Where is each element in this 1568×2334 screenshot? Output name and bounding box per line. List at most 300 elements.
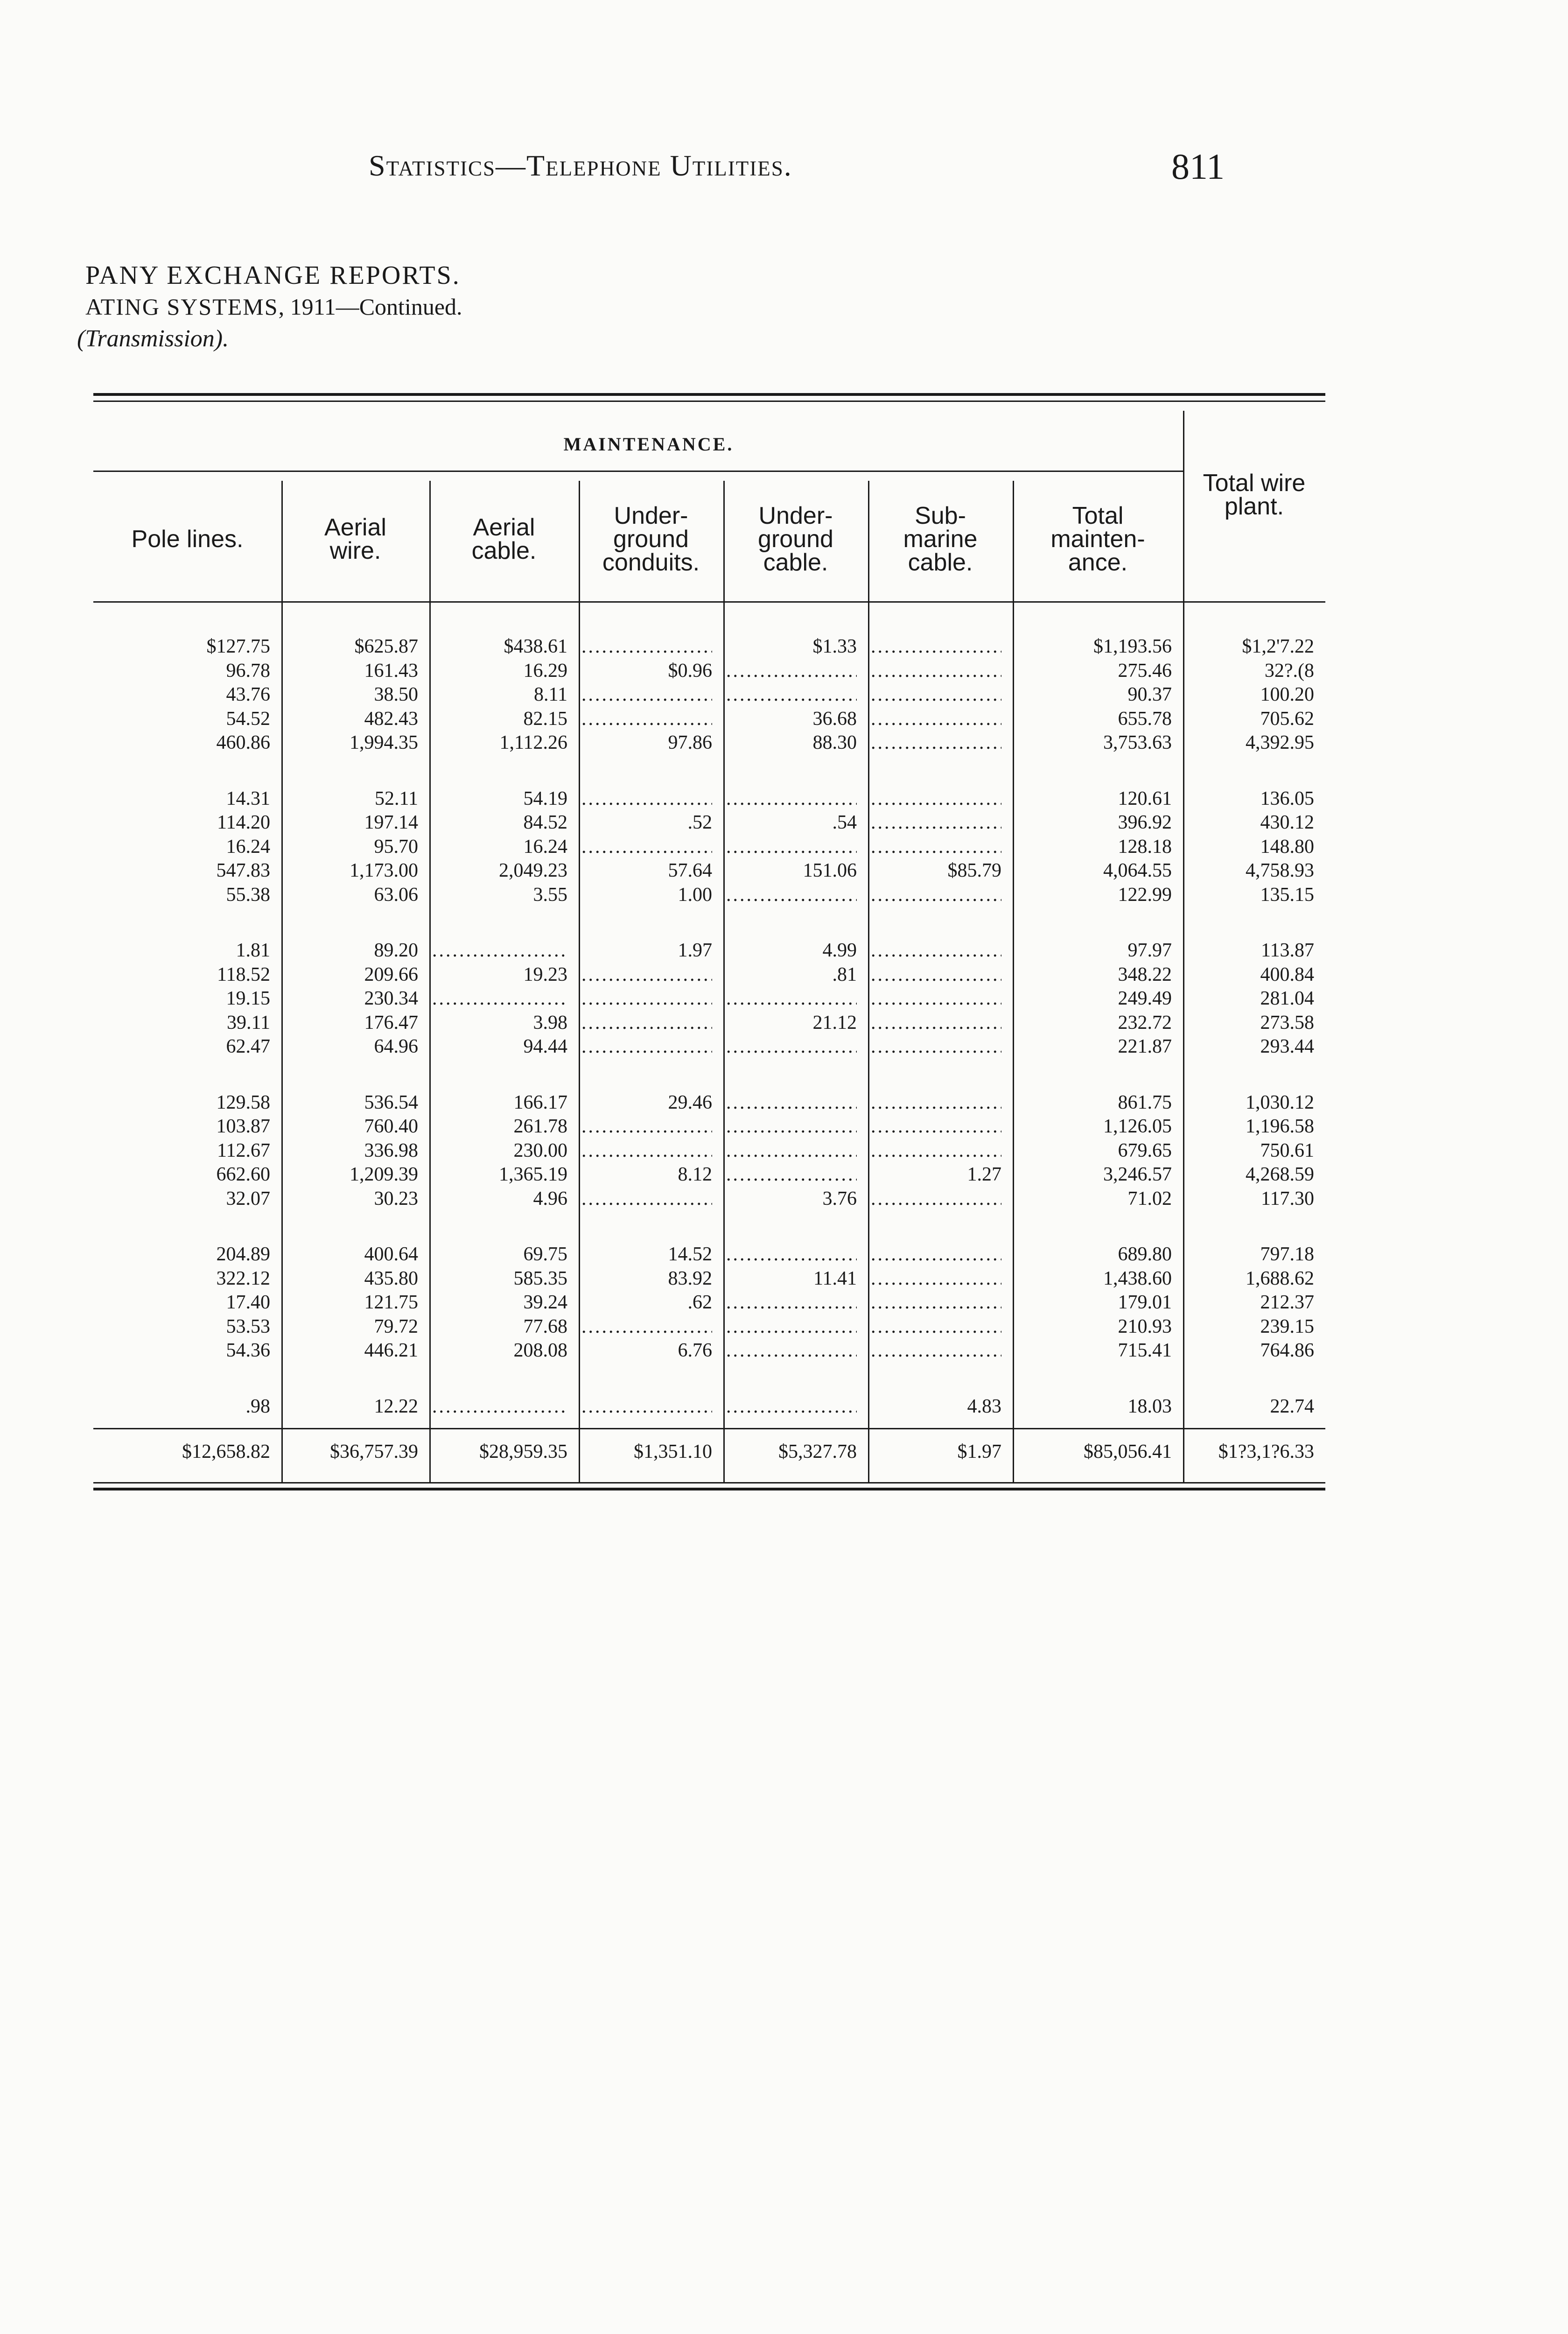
cell-value: 4.96 xyxy=(533,1188,567,1209)
table-cell-total-maintenance xyxy=(1015,707,1172,731)
total-cell-aerial-wire xyxy=(284,1440,418,1463)
table-cell-pole-lines xyxy=(96,1115,270,1138)
cell-value: 95.70 xyxy=(374,836,418,858)
cell-value: 435.80 xyxy=(364,1267,418,1289)
table-cell-underground-conduits xyxy=(581,811,712,834)
cell-value: 120.61 xyxy=(1118,787,1172,809)
table-cell-underground-conduits xyxy=(581,1339,712,1362)
table-cell-submarine-cable xyxy=(871,683,1001,706)
table-cell-total-maintenance xyxy=(1015,939,1172,962)
cell-value: .52 xyxy=(687,812,712,833)
table-cell-aerial-wire xyxy=(284,811,418,834)
table-cell-total-maintenance xyxy=(1015,883,1172,907)
table-cell-aerial-cable xyxy=(432,939,567,962)
cell-value: 1,209.39 xyxy=(350,1164,418,1185)
table-cell-underground-cable xyxy=(726,635,857,658)
maintenance-group-header: MAINTENANCE. xyxy=(563,434,734,455)
cell-value: 22.74 xyxy=(1270,1395,1314,1417)
table-cell-aerial-wire xyxy=(284,1035,418,1058)
cell-value: 176.47 xyxy=(364,1012,418,1033)
cell-value: 43.76 xyxy=(226,684,270,705)
table-cell-total-wire-plant xyxy=(1186,1395,1314,1418)
cell-value: 19.15 xyxy=(226,988,270,1009)
table-cell-underground-cable xyxy=(726,1267,857,1290)
column-divider-2 xyxy=(429,481,431,1482)
table-cell-aerial-cable xyxy=(432,1163,567,1186)
table-cell-total-wire-plant xyxy=(1186,635,1314,658)
cell-value: 655.78 xyxy=(1118,708,1172,730)
table-cell-aerial-wire xyxy=(284,635,418,658)
table-cell-submarine-cable xyxy=(871,787,1001,810)
table-cell-aerial-wire xyxy=(284,1339,418,1362)
table-cell-aerial-cable xyxy=(432,987,567,1010)
cell-value: 112.67 xyxy=(217,1139,270,1161)
table-cell-pole-lines xyxy=(96,1163,270,1186)
cell-value: 482.43 xyxy=(364,708,418,730)
cell-value: 16.24 xyxy=(523,836,567,858)
table-cell-pole-lines xyxy=(96,1187,270,1210)
table-cell-total-maintenance xyxy=(1015,1011,1172,1034)
cell-value: 1,173.00 xyxy=(350,860,418,881)
cell-value: .62 xyxy=(687,1292,712,1313)
cell-value: 36.68 xyxy=(812,708,857,730)
table-cell-underground-cable xyxy=(726,1395,857,1418)
column-header-pole-lines: Pole lines. xyxy=(131,526,244,553)
table-cell-total-wire-plant xyxy=(1186,1091,1314,1114)
column-divider-7 xyxy=(1183,411,1184,1482)
cell-value: 1.27 xyxy=(967,1164,1001,1185)
table-cell-underground-conduits xyxy=(581,635,712,658)
cell-value: 232.72 xyxy=(1118,1012,1172,1033)
table-cell-pole-lines xyxy=(96,1091,270,1114)
table-cell-underground-cable xyxy=(726,1315,857,1338)
table-cell-total-wire-plant xyxy=(1186,1139,1314,1162)
table-cell-submarine-cable xyxy=(871,859,1001,882)
table-cell-underground-cable xyxy=(726,1291,857,1314)
table-cell-aerial-wire xyxy=(284,731,418,754)
table-cell-aerial-wire xyxy=(284,1187,418,1210)
table-cell-aerial-wire xyxy=(284,1267,418,1290)
cell-value: 281.04 xyxy=(1260,988,1314,1009)
table-cell-aerial-cable xyxy=(432,1139,567,1162)
total-cell-underground-cable xyxy=(726,1440,857,1463)
cell-value: 1,365.19 xyxy=(499,1164,567,1185)
cell-value: 249.49 xyxy=(1118,988,1172,1009)
cell-value: 16.29 xyxy=(523,660,567,682)
caption-line-2 xyxy=(85,293,462,320)
table-cell-total-wire-plant xyxy=(1186,963,1314,986)
table-cell-total-maintenance xyxy=(1015,683,1172,706)
table-cell-aerial-wire xyxy=(284,883,418,907)
cell-value: 705.62 xyxy=(1260,708,1314,730)
table-cell-underground-conduits xyxy=(581,1139,712,1162)
total-value: $28,959.35 xyxy=(479,1441,567,1462)
table-cell-total-maintenance xyxy=(1015,1115,1172,1138)
table-cell-submarine-cable xyxy=(871,1139,1001,1162)
table-cell-total-maintenance xyxy=(1015,1163,1172,1186)
cell-value: 230.00 xyxy=(513,1139,567,1161)
cell-value: 39.24 xyxy=(523,1292,567,1313)
cell-value: 84.52 xyxy=(523,812,567,833)
table-cell-aerial-cable xyxy=(432,1115,567,1138)
column-header-submarine-cable: Sub- marine cable. xyxy=(903,502,978,576)
cell-value: 396.92 xyxy=(1118,812,1172,833)
table-cell-aerial-cable xyxy=(432,1035,567,1058)
cell-value: 679.65 xyxy=(1118,1139,1172,1161)
table-cell-aerial-cable xyxy=(432,707,567,731)
table-cell-underground-cable xyxy=(726,963,857,986)
table-cell-underground-cable xyxy=(726,1139,857,1162)
column-header-underground-conduits: Under- ground conduits. xyxy=(602,502,700,576)
table-bottom-rule xyxy=(93,1482,1325,1483)
cell-value: 39.11 xyxy=(227,1012,270,1033)
table-cell-aerial-cable xyxy=(432,835,567,858)
table-cell-pole-lines xyxy=(96,835,270,858)
table-cell-underground-conduits xyxy=(581,1011,712,1034)
header-bottom-rule xyxy=(93,601,1325,603)
column-header-aerial-cable: Aerial cable. xyxy=(471,514,537,564)
cell-value: 3.98 xyxy=(533,1012,567,1033)
table-cell-underground-conduits xyxy=(581,835,712,858)
table-cell-underground-cable xyxy=(726,835,857,858)
table-cell-aerial-cable xyxy=(432,659,567,682)
table-cell-total-wire-plant xyxy=(1186,659,1314,682)
cell-value: 122.99 xyxy=(1118,884,1172,906)
table-cell-aerial-cable xyxy=(432,1395,567,1418)
table-cell-total-wire-plant xyxy=(1186,1011,1314,1034)
table-cell-total-wire-plant xyxy=(1186,859,1314,882)
total-cell-aerial-cable xyxy=(432,1440,567,1463)
table-cell-submarine-cable xyxy=(871,987,1001,1010)
caption-line-3: (Transmission). xyxy=(77,325,229,352)
cell-value: 6.76 xyxy=(678,1340,712,1361)
cell-value: 135.15 xyxy=(1260,884,1314,906)
table-cell-aerial-cable xyxy=(432,1315,567,1338)
cell-value: 114.20 xyxy=(217,812,270,833)
cell-value: 1.00 xyxy=(678,884,712,906)
table-cell-aerial-wire xyxy=(284,787,418,810)
cell-value: 1.81 xyxy=(236,940,270,961)
cell-value: $85.79 xyxy=(947,860,1001,881)
table-cell-total-wire-plant xyxy=(1186,731,1314,754)
cell-value: 12.22 xyxy=(374,1395,418,1417)
total-value: $1?3,1?6.33 xyxy=(1218,1441,1314,1462)
table-cell-underground-conduits xyxy=(581,1291,712,1314)
table-cell-aerial-cable xyxy=(432,811,567,834)
cell-value: 585.35 xyxy=(513,1267,567,1289)
cell-value: 14.52 xyxy=(668,1244,712,1265)
table-cell-underground-cable xyxy=(726,987,857,1010)
table-cell-total-maintenance xyxy=(1015,731,1172,754)
table-cell-total-wire-plant xyxy=(1186,1291,1314,1314)
cell-value: 151.06 xyxy=(803,860,857,881)
table-cell-aerial-cable xyxy=(432,1011,567,1034)
maintenance-underline xyxy=(93,471,1183,472)
cell-value: 148.80 xyxy=(1260,836,1314,858)
table-cell-underground-conduits xyxy=(581,1163,712,1186)
table-cell-total-maintenance xyxy=(1015,987,1172,1010)
table-cell-aerial-cable xyxy=(432,731,567,754)
cell-value: 4.83 xyxy=(967,1395,1001,1417)
cell-value: $438.61 xyxy=(504,636,567,657)
cell-value: 715.41 xyxy=(1118,1340,1172,1361)
cell-value: 97.97 xyxy=(1127,940,1172,961)
table-cell-pole-lines xyxy=(96,811,270,834)
table-cell-total-wire-plant xyxy=(1186,835,1314,858)
cell-value: 861.75 xyxy=(1118,1091,1172,1113)
table-cell-pole-lines xyxy=(96,1139,270,1162)
table-cell-underground-cable xyxy=(726,939,857,962)
table-cell-aerial-wire xyxy=(284,1315,418,1338)
table-cell-total-maintenance xyxy=(1015,787,1172,810)
table-cell-total-wire-plant xyxy=(1186,1243,1314,1266)
table-cell-submarine-cable xyxy=(871,1115,1001,1138)
table-cell-total-maintenance xyxy=(1015,859,1172,882)
cell-value: 29.46 xyxy=(668,1091,712,1113)
cell-value: 16.24 xyxy=(226,836,270,858)
cell-value: 89.20 xyxy=(374,940,418,961)
table-cell-aerial-wire xyxy=(284,1011,418,1034)
table-cell-underground-cable xyxy=(726,707,857,731)
table-cell-aerial-wire xyxy=(284,1115,418,1138)
cell-value: 2,049.23 xyxy=(499,860,567,881)
cell-value: 1,196.58 xyxy=(1246,1116,1314,1137)
table-cell-total-maintenance xyxy=(1015,1243,1172,1266)
table-cell-underground-conduits xyxy=(581,707,712,731)
cell-value: 96.78 xyxy=(226,660,270,682)
table-cell-underground-cable xyxy=(726,1115,857,1138)
cell-value: 204.89 xyxy=(216,1244,270,1265)
caption-line-1: PANY EXCHANGE REPORTS. xyxy=(85,261,461,290)
cell-value: 52.11 xyxy=(375,787,418,809)
table-cell-underground-conduits xyxy=(581,939,712,962)
table-cell-aerial-wire xyxy=(284,659,418,682)
table-cell-submarine-cable xyxy=(871,707,1001,731)
cell-value: 69.75 xyxy=(523,1244,567,1265)
table-cell-underground-conduits xyxy=(581,683,712,706)
cell-value: 118.52 xyxy=(217,963,270,985)
cell-value: 197.14 xyxy=(364,812,418,833)
table-cell-pole-lines xyxy=(96,1035,270,1058)
cell-value: 103.87 xyxy=(216,1116,270,1137)
total-cell-submarine-cable xyxy=(871,1440,1001,1463)
cell-value: 88.30 xyxy=(812,732,857,753)
cell-value: 662.60 xyxy=(216,1164,270,1185)
column-divider-6 xyxy=(1013,481,1014,1482)
table-cell-underground-conduits xyxy=(581,731,712,754)
table-cell-pole-lines xyxy=(96,1291,270,1314)
table-cell-pole-lines xyxy=(96,787,270,810)
column-divider-1 xyxy=(281,481,283,1482)
cell-value: 1,112.26 xyxy=(499,732,567,753)
cell-value: 764.86 xyxy=(1260,1340,1314,1361)
column-header-total-maintenance: Total mainten- ance. xyxy=(1050,502,1145,576)
table-cell-underground-conduits xyxy=(581,1315,712,1338)
table-cell-submarine-cable xyxy=(871,835,1001,858)
table-cell-total-maintenance xyxy=(1015,1315,1172,1338)
table-cell-underground-conduits xyxy=(581,1267,712,1290)
table-cell-pole-lines xyxy=(96,1315,270,1338)
table-cell-submarine-cable xyxy=(871,731,1001,754)
table-cell-pole-lines xyxy=(96,683,270,706)
table-cell-total-maintenance xyxy=(1015,1035,1172,1058)
table-cell-pole-lines xyxy=(96,963,270,986)
cell-value: 8.11 xyxy=(534,684,567,705)
cell-value: 121.75 xyxy=(364,1292,418,1313)
table-top-rule-thin xyxy=(93,401,1325,402)
table-cell-submarine-cable xyxy=(871,963,1001,986)
cell-value: 21.12 xyxy=(812,1012,857,1033)
cell-value: 221.87 xyxy=(1118,1036,1172,1057)
total-value: $5,327.78 xyxy=(778,1441,857,1462)
table-cell-total-wire-plant xyxy=(1186,1339,1314,1362)
table-cell-aerial-wire xyxy=(284,1139,418,1162)
table-cell-pole-lines xyxy=(96,731,270,754)
cell-value: 179.01 xyxy=(1118,1292,1172,1313)
table-cell-aerial-cable xyxy=(432,635,567,658)
table-cell-submarine-cable xyxy=(871,1091,1001,1114)
table-cell-submarine-cable xyxy=(871,939,1001,962)
table-cell-underground-conduits xyxy=(581,1187,712,1210)
table-cell-total-maintenance xyxy=(1015,835,1172,858)
table-cell-underground-cable xyxy=(726,811,857,834)
cell-value: 1,126.05 xyxy=(1103,1116,1172,1137)
cell-value: 689.80 xyxy=(1118,1244,1172,1265)
cell-value: 94.44 xyxy=(523,1036,567,1057)
table-cell-underground-cable xyxy=(726,1163,857,1186)
table-cell-total-wire-plant xyxy=(1186,1035,1314,1058)
cell-value: 446.21 xyxy=(364,1340,418,1361)
cell-value: 71.02 xyxy=(1127,1188,1172,1209)
cell-value: 1.97 xyxy=(678,940,712,961)
column-divider-5 xyxy=(868,481,869,1482)
table-cell-total-maintenance xyxy=(1015,1395,1172,1418)
table-cell-aerial-wire xyxy=(284,835,418,858)
cell-value: 400.64 xyxy=(364,1244,418,1265)
cell-value: 209.66 xyxy=(364,963,418,985)
cell-value: 54.19 xyxy=(523,787,567,809)
table-cell-pole-lines xyxy=(96,659,270,682)
table-cell-underground-cable xyxy=(726,883,857,907)
cell-value: 3,246.57 xyxy=(1103,1164,1172,1185)
cell-value: 77.68 xyxy=(523,1315,567,1337)
cell-value: 166.17 xyxy=(513,1091,567,1113)
cell-value: 63.06 xyxy=(374,884,418,906)
table-cell-underground-conduits xyxy=(581,1243,712,1266)
table-cell-underground-conduits xyxy=(581,1035,712,1058)
table-cell-total-wire-plant xyxy=(1186,707,1314,731)
cell-value: 4,268.59 xyxy=(1246,1164,1314,1185)
table-cell-aerial-wire xyxy=(284,707,418,731)
table-cell-underground-cable xyxy=(726,659,857,682)
cell-value: 3.76 xyxy=(822,1188,857,1209)
cell-value: 17.40 xyxy=(226,1292,270,1313)
table-cell-total-wire-plant xyxy=(1186,1187,1314,1210)
cell-value: 1,688.62 xyxy=(1246,1267,1314,1289)
cell-value: 128.18 xyxy=(1118,836,1172,858)
table-cell-submarine-cable xyxy=(871,659,1001,682)
table-cell-aerial-cable xyxy=(432,1291,567,1314)
cell-value: 1,438.60 xyxy=(1103,1267,1172,1289)
table-cell-total-wire-plant xyxy=(1186,987,1314,1010)
cell-value: 32?.(8 xyxy=(1264,660,1314,682)
cell-value: 293.44 xyxy=(1260,1036,1314,1057)
table-cell-total-maintenance xyxy=(1015,963,1172,986)
table-cell-aerial-cable xyxy=(432,683,567,706)
table-cell-underground-cable xyxy=(726,1091,857,1114)
cell-value: 30.23 xyxy=(374,1188,418,1209)
table-cell-total-wire-plant xyxy=(1186,683,1314,706)
cell-value: 38.50 xyxy=(374,684,418,705)
table-cell-underground-conduits xyxy=(581,787,712,810)
cell-value: 348.22 xyxy=(1118,963,1172,985)
total-cell-underground-conduits xyxy=(581,1440,712,1463)
table-cell-total-maintenance xyxy=(1015,1187,1172,1210)
cell-value: 322.12 xyxy=(216,1267,270,1289)
table-cell-aerial-cable xyxy=(432,859,567,882)
table-cell-pole-lines xyxy=(96,939,270,962)
table-cell-aerial-cable xyxy=(432,883,567,907)
cell-value: .98 xyxy=(245,1395,270,1417)
table-cell-submarine-cable xyxy=(871,811,1001,834)
table-cell-pole-lines xyxy=(96,1011,270,1034)
cell-value: 797.18 xyxy=(1260,1244,1314,1265)
cell-value: $127.75 xyxy=(206,636,270,657)
cell-value: 90.37 xyxy=(1127,684,1172,705)
table-cell-underground-conduits xyxy=(581,659,712,682)
column-header-underground-cable: Under- ground cable. xyxy=(758,502,833,576)
cell-value: 460.86 xyxy=(216,732,270,753)
cell-value: 4,392.95 xyxy=(1246,732,1314,753)
table-bottom-rule-thick xyxy=(93,1488,1325,1490)
cell-value: 4,064.55 xyxy=(1103,860,1172,881)
table-top-rule xyxy=(93,393,1325,396)
cell-value: 1,030.12 xyxy=(1246,1091,1314,1113)
cell-value: 100.20 xyxy=(1260,684,1314,705)
cell-value: 1,994.35 xyxy=(350,732,418,753)
table-cell-pole-lines xyxy=(96,987,270,1010)
table-cell-submarine-cable xyxy=(871,1395,1001,1418)
table-cell-underground-cable xyxy=(726,1035,857,1058)
cell-value: 54.52 xyxy=(226,708,270,730)
table-cell-aerial-cable xyxy=(432,1187,567,1210)
table-cell-underground-conduits xyxy=(581,987,712,1010)
cell-value: 11.41 xyxy=(813,1267,857,1289)
table-cell-submarine-cable xyxy=(871,635,1001,658)
table-cell-underground-cable xyxy=(726,1243,857,1266)
column-header-total-wire-plant: Total wire plant. xyxy=(1203,470,1306,520)
column-divider-4 xyxy=(723,481,725,1482)
cell-value: 210.93 xyxy=(1118,1315,1172,1337)
total-value: $1,351.10 xyxy=(634,1441,712,1462)
table-cell-total-maintenance xyxy=(1015,1267,1172,1290)
cell-value: 117.30 xyxy=(1261,1188,1314,1209)
table-cell-underground-cable xyxy=(726,859,857,882)
table-cell-underground-conduits xyxy=(581,1395,712,1418)
cell-value: 547.83 xyxy=(216,860,270,881)
table-cell-aerial-wire xyxy=(284,1291,418,1314)
table-cell-underground-conduits xyxy=(581,1115,712,1138)
cell-value: 4.99 xyxy=(822,940,857,961)
table-cell-aerial-cable xyxy=(432,1267,567,1290)
cell-value: 273.58 xyxy=(1260,1012,1314,1033)
cell-value: 3,753.63 xyxy=(1103,732,1172,753)
table-cell-total-wire-plant xyxy=(1186,1315,1314,1338)
table-cell-pole-lines xyxy=(96,1395,270,1418)
cell-value: $625.87 xyxy=(354,636,418,657)
table-cell-underground-conduits xyxy=(581,963,712,986)
table-cell-pole-lines xyxy=(96,883,270,907)
